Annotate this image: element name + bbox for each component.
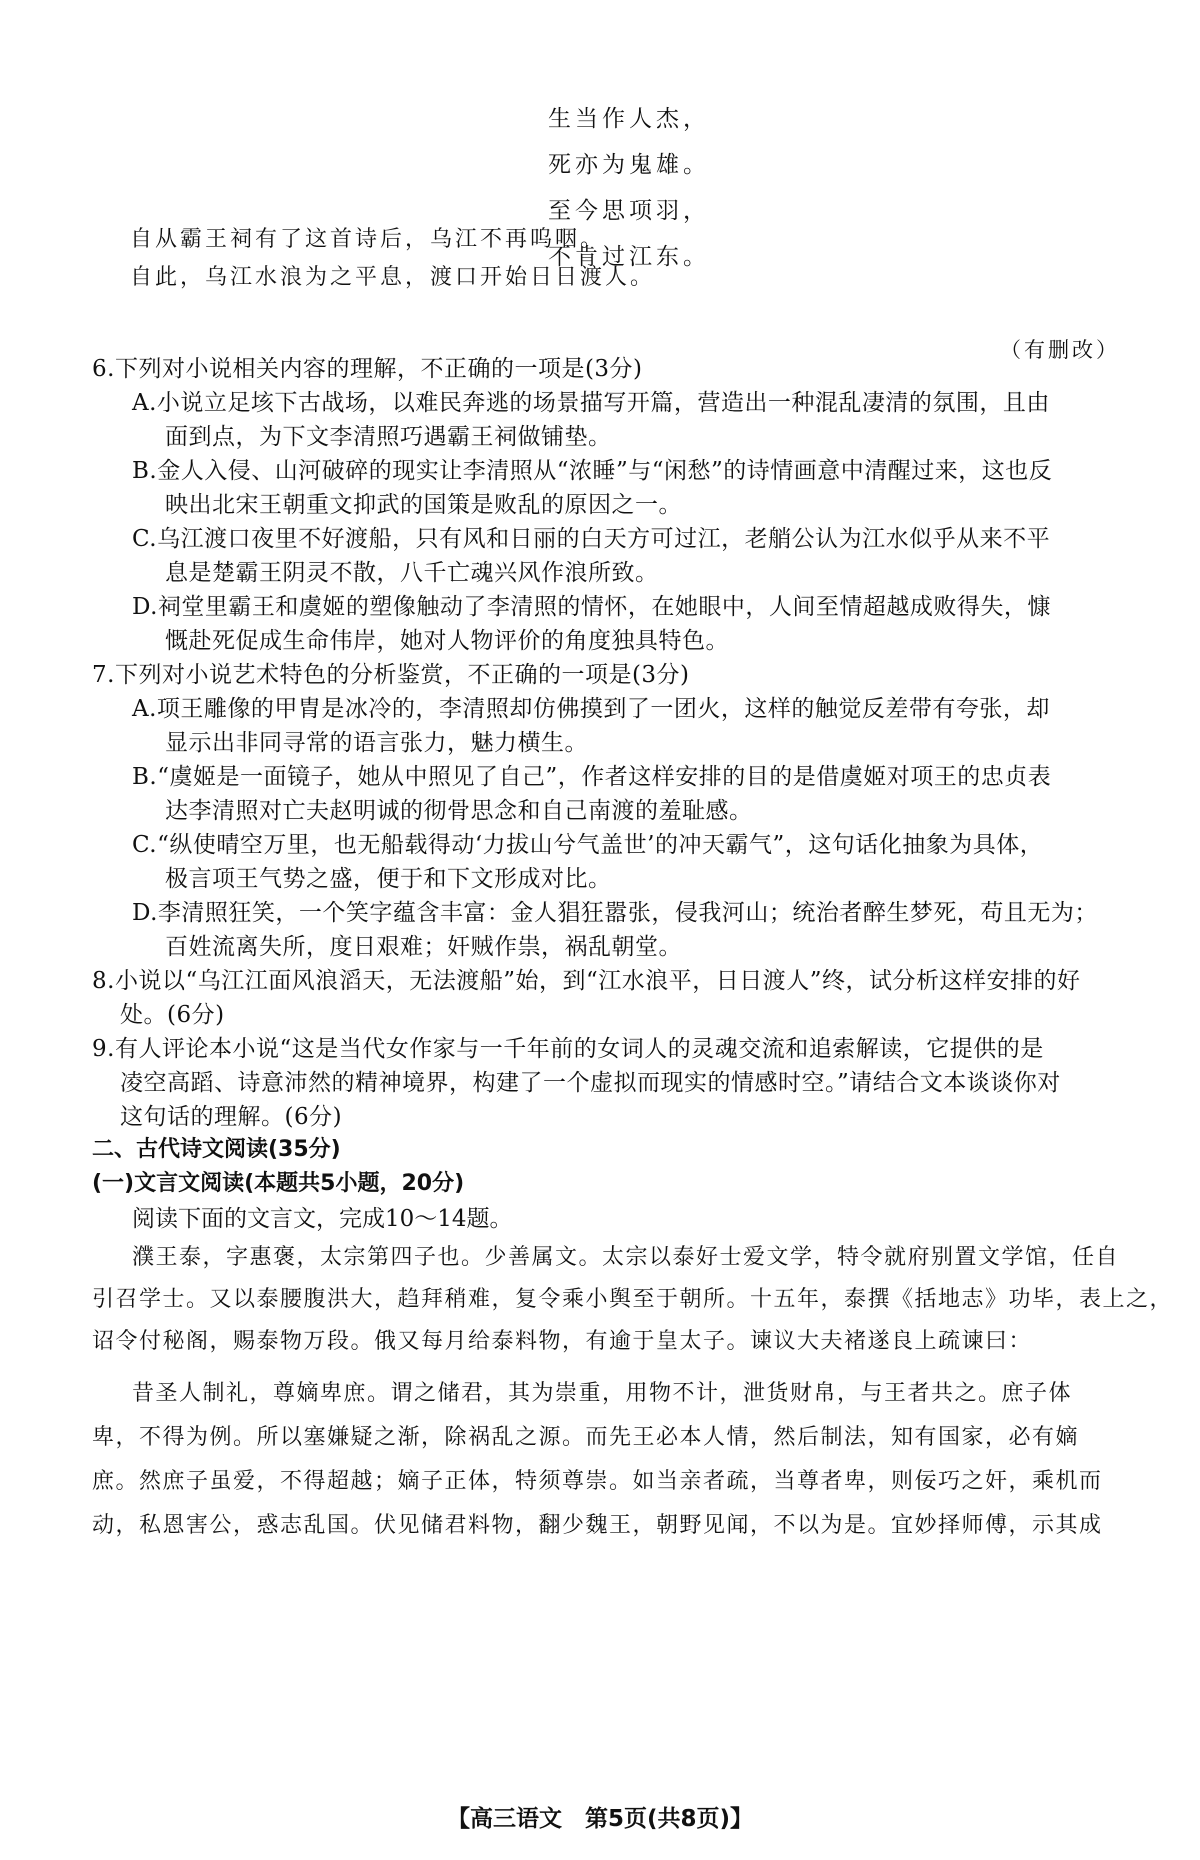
q7-option-a: A.项王雕像的甲胄是冰冷的，李清照却仿佛摸到了一团火，这样的触觉反差带有夸张，却 [132, 696, 1050, 722]
q6-option-b-cont: 映出北宋王朝重文抑武的国策是败乱的原因之一。 [165, 492, 682, 518]
poem-line: 死亦为鬼雄。 [548, 152, 710, 178]
q7-option-b-cont: 达李清照对亡夫赵明诚的彻骨思念和自己南渡的羞耻感。 [165, 798, 753, 824]
poem-line: 不肯过江东。 [548, 244, 710, 270]
q6-option-a: A.小说立足垓下古战场，以难民奔逃的场景描写开篇，营造出一种混乱凄清的氛围，且由 [132, 390, 1050, 416]
classical-text-line: 庶。然庶子虽爱，不得超越；嫡子正体，特须尊崇。如当亲者疏，当尊者卑，则佞巧之奸，乘机而 [92, 1469, 1103, 1494]
poem-line: 至今思项羽， [548, 198, 710, 224]
abridged-note: （有删改） [1000, 338, 1120, 362]
q7-option-c: C.“纵使晴空万里，也无船载得动‘力拔山兮气盖世’的冲天霸气”，这句话化抽象为具体， [132, 832, 1044, 858]
reading-instruction: 阅读下面的文言文，完成10～14题。 [132, 1206, 513, 1232]
question-7-stem: 7.下列对小说艺术特色的分析鉴赏，不正确的一项是(3分) [92, 662, 690, 688]
story-paragraph: 自此，乌江水浪为之平息，渡口开始日日渡人。 [130, 265, 656, 290]
question-6-stem: 6.下列对小说相关内容的理解，不正确的一项是(3分) [92, 356, 643, 382]
q6-option-a-cont: 面到点，为下文李清照巧遇霸王祠做铺垫。 [165, 424, 612, 450]
classical-text-line: 昔圣人制礼，尊嫡卑庶。谓之储君，其为崇重，用物不计，泄货财帛，与王者共之。庶子体 [132, 1381, 1073, 1406]
q7-option-b: B.“虞姬是一面镜子，她从中照见了自己”，作者这样安排的目的是借虞姬对项王的忠贞表 [132, 764, 1052, 790]
classical-text-line: 引召学士。又以泰腰腹洪大，趋拜稍难，复令乘小舆至于朝所。十五年，泰撰《括地志》功毕，表上之， [92, 1287, 1174, 1312]
story-paragraph: 自从霸王祠有了这首诗后，乌江不再呜咽。 [130, 227, 606, 252]
question-8-cont: 处。(6分) [120, 1002, 225, 1028]
poem-line: 生当作人杰， [548, 106, 710, 132]
question-9-cont: 凌空高蹈、诗意沛然的精神境界，构建了一个虚拟而现实的情感时空。”请结合文本谈谈你对 [120, 1070, 1061, 1096]
question-9-stem: 9.有人评论本小说“这是当代女作家与一千年前的女词人的灵魂交流和追索解读，它提供的是 [92, 1036, 1044, 1062]
q6-option-c: C.乌江渡口夜里不好渡船，只有风和日丽的白天方可过江，老艄公认为江水似乎从来不平 [132, 526, 1051, 552]
q7-option-c-cont: 极言项王气势之盛，便于和下文形成对比。 [165, 866, 612, 892]
classical-text-line: 动，私恩害公，惑志乱国。伏见储君料物，翻少魏王，朝野见闻，不以为是。宜妙择师傅，示其成 [92, 1513, 1103, 1538]
section-heading: 二、古代诗文阅读(35分) [92, 1137, 341, 1162]
q6-option-b: B.金人入侵、山河破碎的现实让李清照从“浓睡”与“闲愁”的诗情画意中清醒过来，这也反 [132, 458, 1053, 484]
q7-option-d-cont: 百姓流离失所，度日艰难；奸贼作祟，祸乱朝堂。 [165, 934, 682, 960]
q6-option-d-cont: 慨赴死促成生命伟岸，她对人物评价的角度独具特色。 [165, 628, 729, 654]
question-9-cont: 这句话的理解。(6分) [120, 1104, 343, 1130]
q7-option-d: D.李清照狂笑，一个笑字蕴含丰富：金人猖狂嚣张，侵我河山；统治者醉生梦死，苟且无为； [132, 900, 1098, 926]
classical-text-line: 卑，不得为例。所以塞嫌疑之渐，除祸乱之源。而先王必本人情，然后制法，知有国家，必有嫡 [92, 1425, 1080, 1450]
q7-option-a-cont: 显示出非同寻常的语言张力，魅力横生。 [165, 730, 588, 756]
q6-option-d: D.祠堂里霸王和虞姬的塑像触动了李清照的情怀，在她眼中，人间至情超越成败得失，慷 [132, 594, 1051, 620]
question-8-stem: 8.小说以“乌江江面风浪滔天，无法渡船”始，到“江水浪平，日日渡人”终，试分析这样安排的好 [92, 968, 1081, 994]
page-footer: 【高三语文 第5页(共8页)】 [446, 1806, 754, 1832]
classical-text-line: 濮王泰，字惠褒，太宗第四子也。少善属文。太宗以泰好士爱文学，特令就府别置文学馆，任自 [132, 1245, 1120, 1270]
q6-option-c-cont: 息是楚霸王阴灵不散，八千亡魂兴风作浪所致。 [165, 560, 659, 586]
classical-text-line: 诏令付秘阁，赐泰物万段。俄又每月给泰料物，有逾于皇太子。谏议大夫褚遂良上疏谏曰： [92, 1329, 1033, 1354]
subsection-heading: (一)文言文阅读(本题共5小题，20分) [92, 1171, 465, 1196]
